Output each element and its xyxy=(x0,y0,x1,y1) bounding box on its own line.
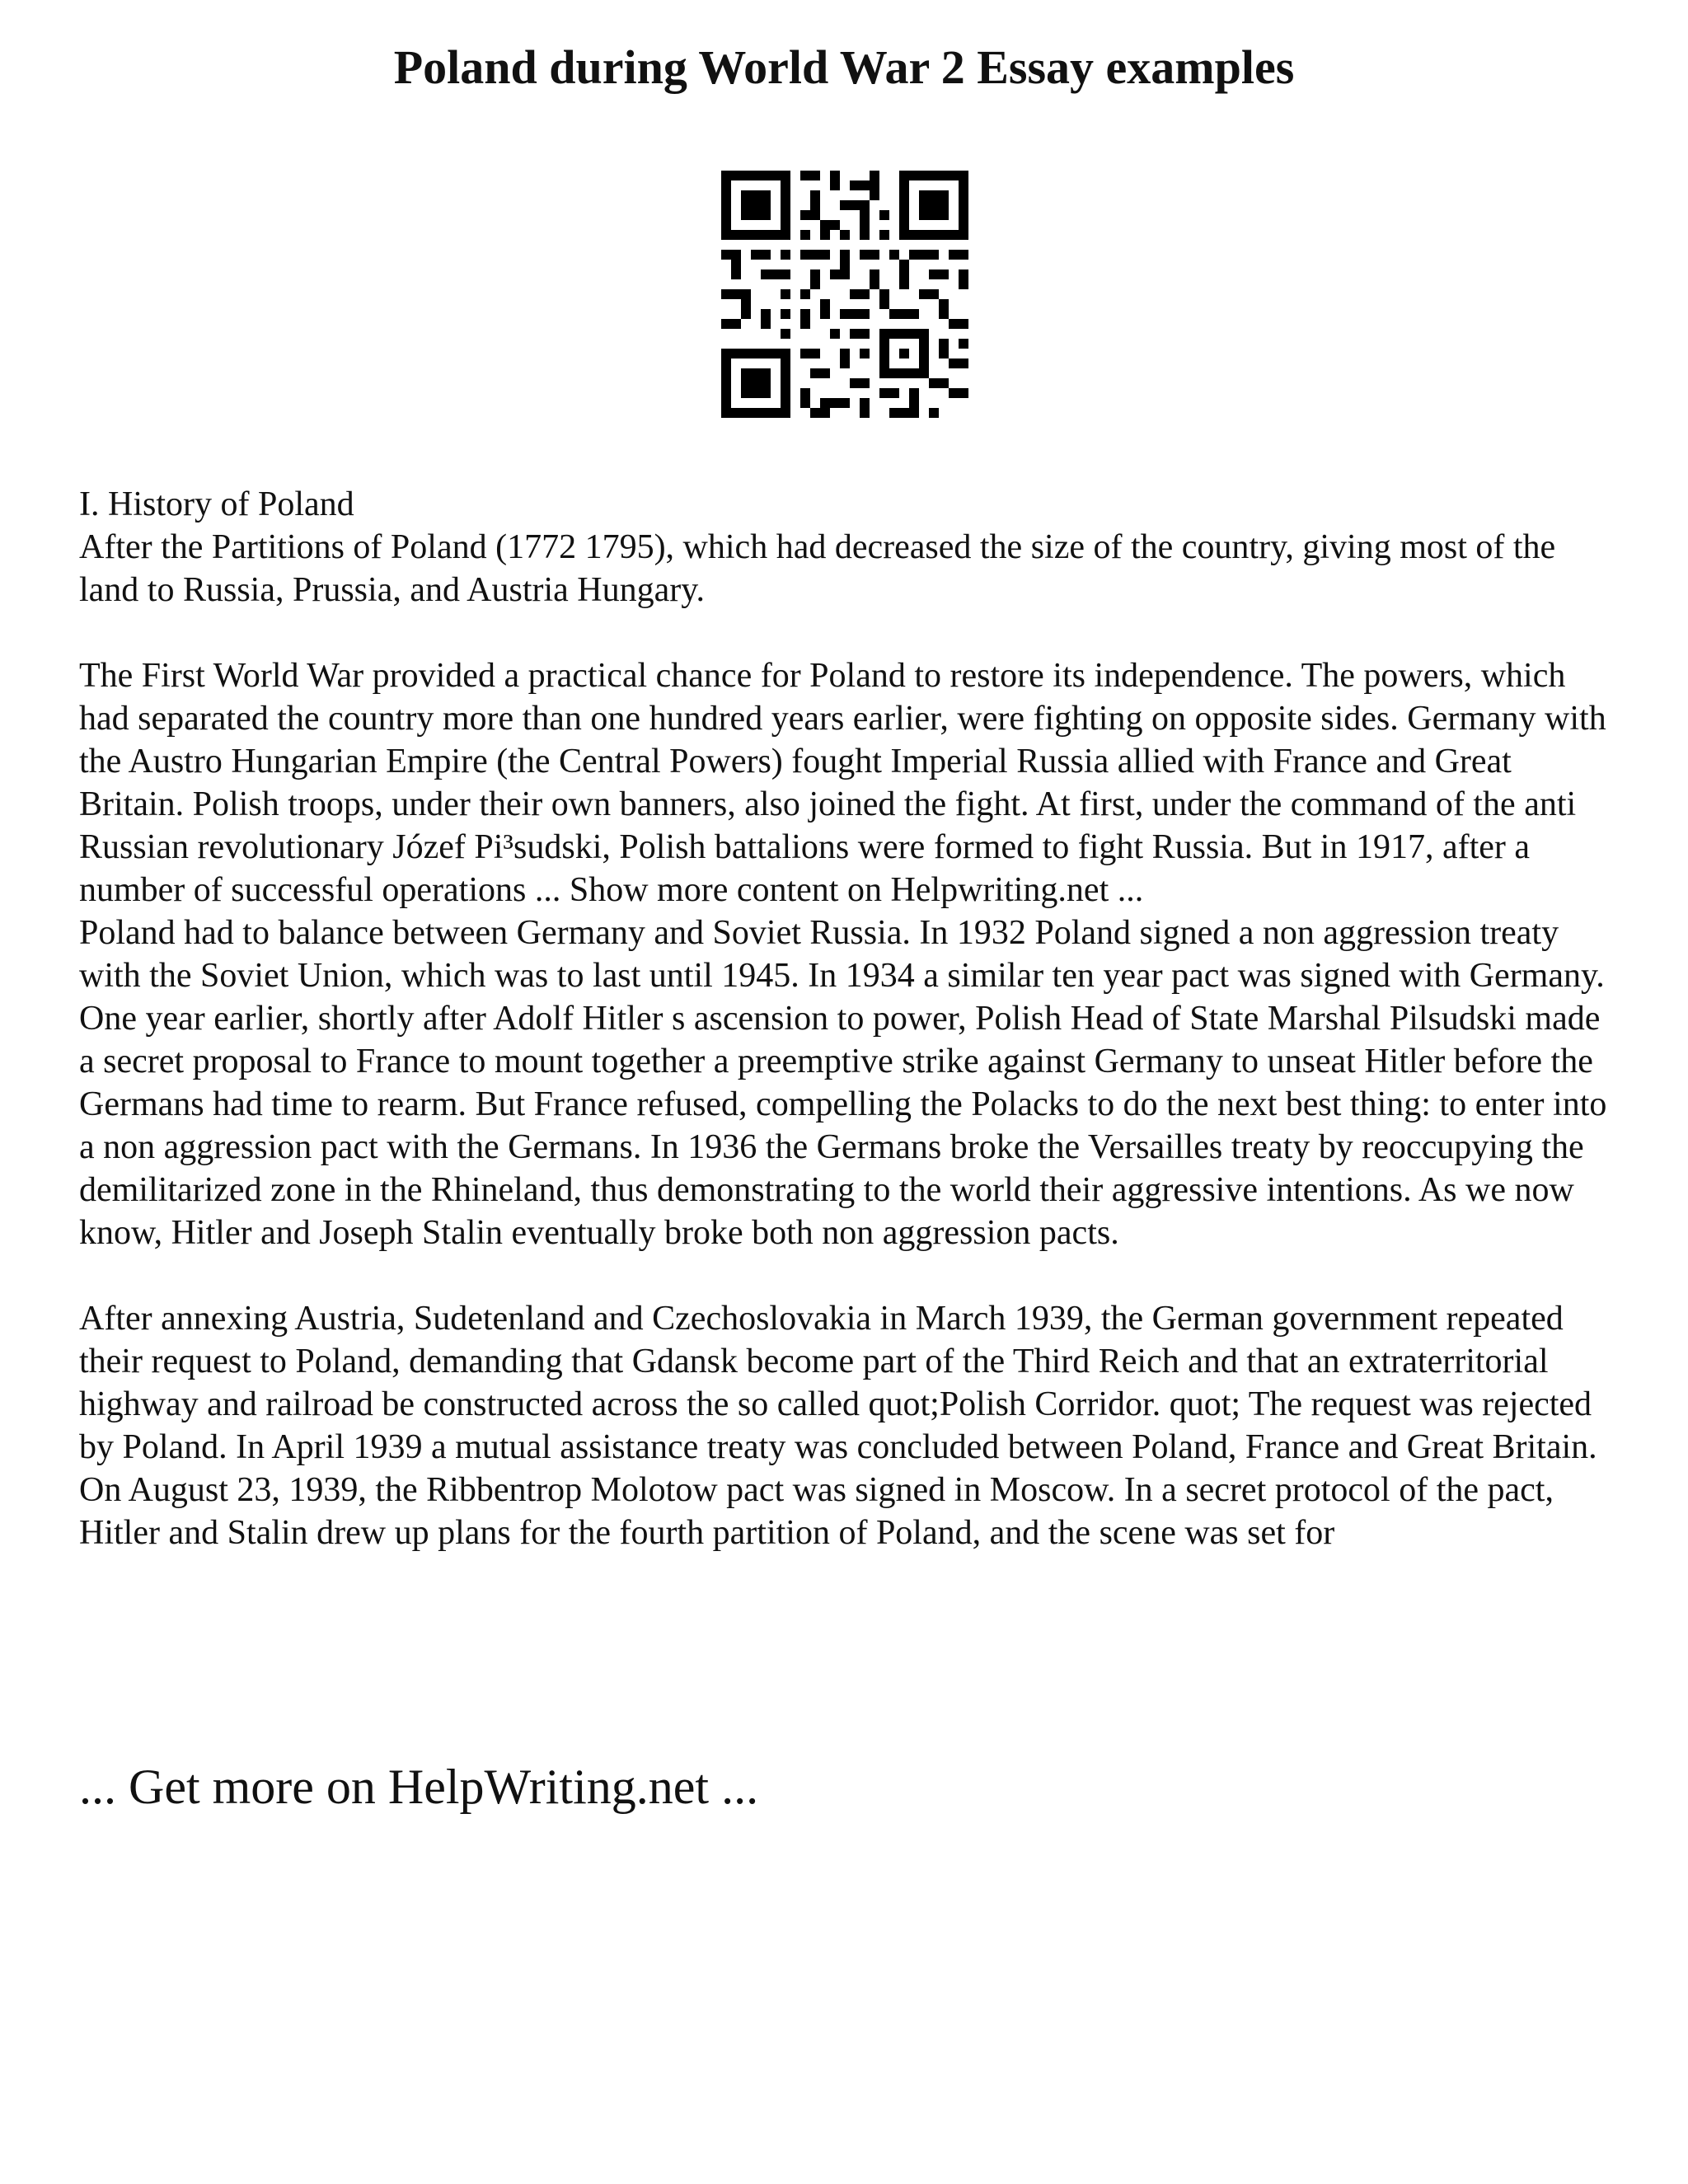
get-more-link[interactable]: ... Get more on HelpWriting.net ... xyxy=(79,1760,759,1814)
paragraph-1939: After annexing Austria, Sudetenland and Czechoslovakia in March 1939, the German government repeated their request to Poland, demanding that Gdansk become part of the Third Reich and that an extraterritorial highway and railroad be constructed across the so called quot;Polish Corridor. quot; The request was rejected by Poland. In April 1939 a mutual assistance treaty was concluded between Poland, France and Great Britain. On August 23, 1939, the Ribbentrop Molotow pact was signed in Moscow. In a secret protocol of the pact, Hitler and Stalin drew up plans for the fourth partition of Poland, and the scene was set for xyxy=(79,1300,1597,1552)
paragraph-first-world-war: The First World War provided a practical chance for Poland to restore its independence. The powers, which had separated the country more than one hundred years earlier, were fighting on opposite sides. Germany with the Austro Hungarian Empire (the Central Powers) fought Imperial Russia allied with France and Great Britain. Polish troops, under their own banners, also joined the fight. At first, under the command of the anti Russian revolutionary Józef Pi³sudski, Polish battalions were formed to fight Russia. But in 1917, after a number of successful operations ... Show more content on Helpwriting.net ... xyxy=(79,657,1606,909)
paragraph-interwar: Poland had to balance between Germany and Soviet Russia. In 1932 Poland signed a non aggression treaty with the Soviet Union, which was to last until 1945. In 1934 a similar ten year pact was signed with Germany. One year earlier, shortly after Adolf Hitler s ascension to power, Polish Head of State Marshal Pilsudski made a secret proposal to France to mount together a preemptive strike against Germany to unseat Hitler before the Germans had time to rearm. But France refused, compelling the Polacks to do the next best thing: to enter into a non aggression pact with the Germans. In 1936 the Germans broke the Versailles treaty by reoccupying the demilitarized zone in the Rhineland, thus demonstrating to the world their aggressive intentions. As we now know, Hitler and Joseph Stalin eventually broke both non aggression pacts. xyxy=(79,914,1607,1252)
qr-code-icon xyxy=(721,171,968,418)
paragraph-spacer xyxy=(79,612,1620,654)
paragraph-spacer xyxy=(79,1254,1620,1297)
section-heading: I. History of Poland xyxy=(79,485,354,523)
paragraph-partitions: After the Partitions of Poland (1772 1795), which had decreased the size of the country, giving most of the land to Russia, Prussia, and Austria Hungary. xyxy=(79,528,1556,609)
essay-body xyxy=(79,483,1620,1554)
page-title: Poland during World War 2 Essay examples xyxy=(393,40,1295,94)
